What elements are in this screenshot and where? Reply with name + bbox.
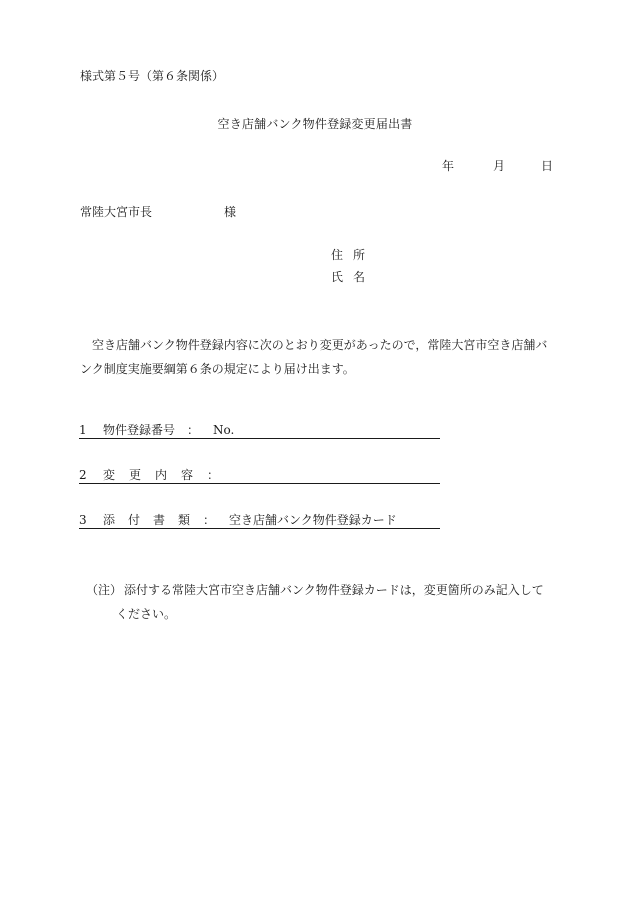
date-month-label: 月 [493,159,506,173]
item-attachments [79,513,440,529]
item-label: 添付書類 [103,513,204,527]
item-registration-number [79,423,440,439]
item-number: 1 [79,423,87,437]
note-label: （注） [86,583,123,597]
addressee-honorific: 様 [224,205,237,219]
item-label: 変更内容 [103,468,208,482]
date-year-label: 年 [442,159,455,173]
applicant-name-label: 氏名 [331,270,376,284]
item-number: 3 [79,513,87,527]
item-colon: ： [207,468,220,482]
item-value: 空き店舗バンク物件登録カード [229,513,397,527]
note-text-line1: 添付する常陸大宮市空き店舗バンク物件登録カードは，変更箇所のみ記入して [124,583,544,597]
document-title: 空き店舗バンク物件登録変更届出書 [217,117,413,131]
item-colon: ： [187,423,200,437]
item-value: No. [213,423,235,437]
body-text: 空き店舗バンク物件登録内容に次のとおり変更があったので，常陸大宮市空き店舗バンク制度実施要綱第６条の規定により届け出ます。 [80,338,548,376]
item-change-content [79,468,440,484]
note [86,578,556,626]
item-colon: ： [203,513,216,527]
note-text-line2: ください。 [116,607,177,621]
addressee-name: 常陸大宮市長 [80,205,153,219]
applicant-address-label: 住所 [331,248,376,262]
form-number: 様式第５号（第６条関係） [80,69,225,83]
date-day-label: 日 [541,159,554,173]
item-number: 2 [79,468,87,482]
item-label: 物件登録番号 [103,423,176,437]
